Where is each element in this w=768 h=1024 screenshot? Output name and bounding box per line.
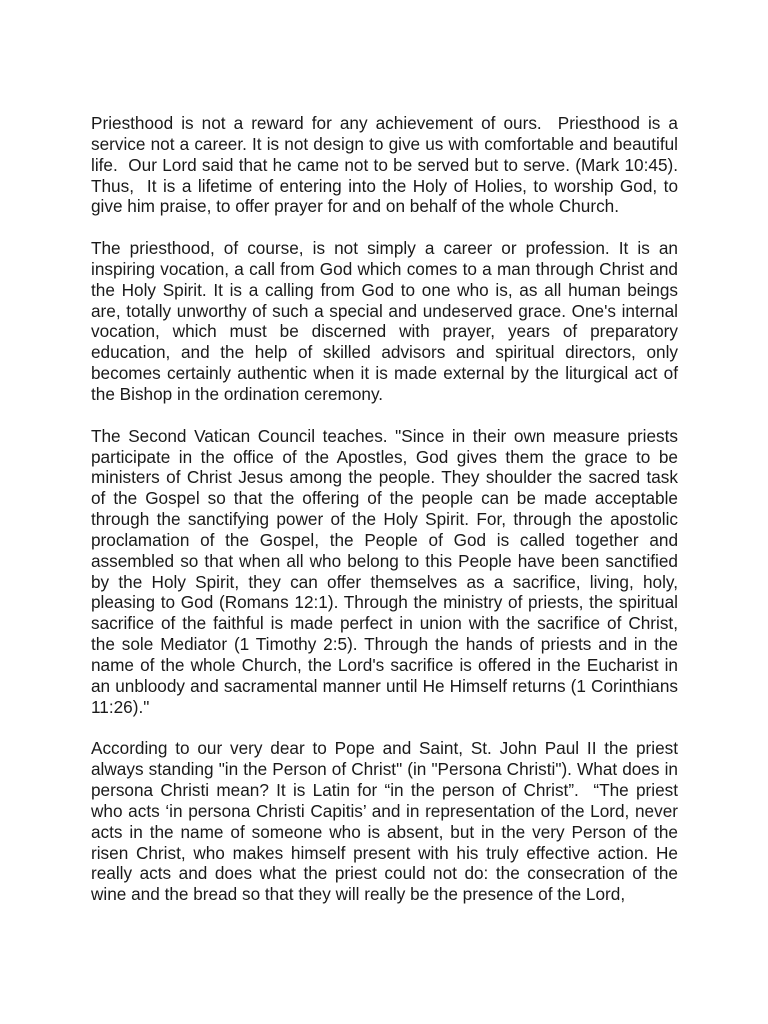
paragraph-priesthood-service: Priesthood is not a reward for any achievement of ours. Priesthood is a service not a career. It is not design to give us with comfortable and beautiful life. Our Lord said that he came not to be served but to serve. (Mark 10:45). Thus, It is a lifetime of entering into the Holy of Holies, to worship God, to give him praise, to offer prayer for and on behalf of the whole Church.: [91, 113, 683, 217]
paragraph-vatican-council: The Second Vatican Council teaches. "Since in their own measure priests participate in the office of the Apostles, God gives them the grace to be ministers of Christ Jesus among the people. They shoulder the sacred task of the Gospel so that the offering of the people can be made acceptable through the sanctifying power of the Holy Spirit. For, through the apostolic proclamation of the Gospel, the People of God is called together and assembled so that when all who belong to this People have been sanctified by the Holy Spirit, they can offer themselves as a sacrifice, living, holy, pleasing to God (Romans 12:1). Through the ministry of priests, the spiritual sacrifice of the faithful is made perfect in union with the sacrifice of Christ, the sole Mediator (1 Timothy 2:5). Through the hands of priests and in the name of the whole Church, the Lord's sacrifice is offered in the Eucharist in an unbloody and sacramental manner until He Himself returns (1 Corinthians 11:26).": [91, 425, 683, 717]
paragraph-priesthood-vocation: The priesthood, of course, is not simply a career or profession. It is an inspiring vocation, a call from God which comes to a man through Christ and the Holy Spirit. It is a calling from God to one who is, as all human beings are, totally unworthy of such a special and undeserved grace. One's internal vocation, which must be discerned with prayer, years of preparatory education, and the help of skilled advisors and spiritual directors, only becomes certainly authentic when it is made external by the liturgical act of the Bishop in the ordination ceremony.: [91, 238, 683, 404]
document-page: [91, 113, 683, 905]
paragraph-persona-christi: According to our very dear to Pope and Saint, St. John Paul II the priest always standing "in the Person of Christ" (in "Persona Christi"). What does in persona Christi mean? It is Latin for “in the person of Christ”. “The priest who acts ‘in persona Christi Capitis’ and in representation of the Lord, never acts in the name of someone who is absent, but in the very Person of the risen Christ, who makes himself present with his truly effective action. He really acts and does what the priest could not do: the consecration of the wine and the bread so that they will really be the presence of the Lord,: [91, 738, 683, 905]
